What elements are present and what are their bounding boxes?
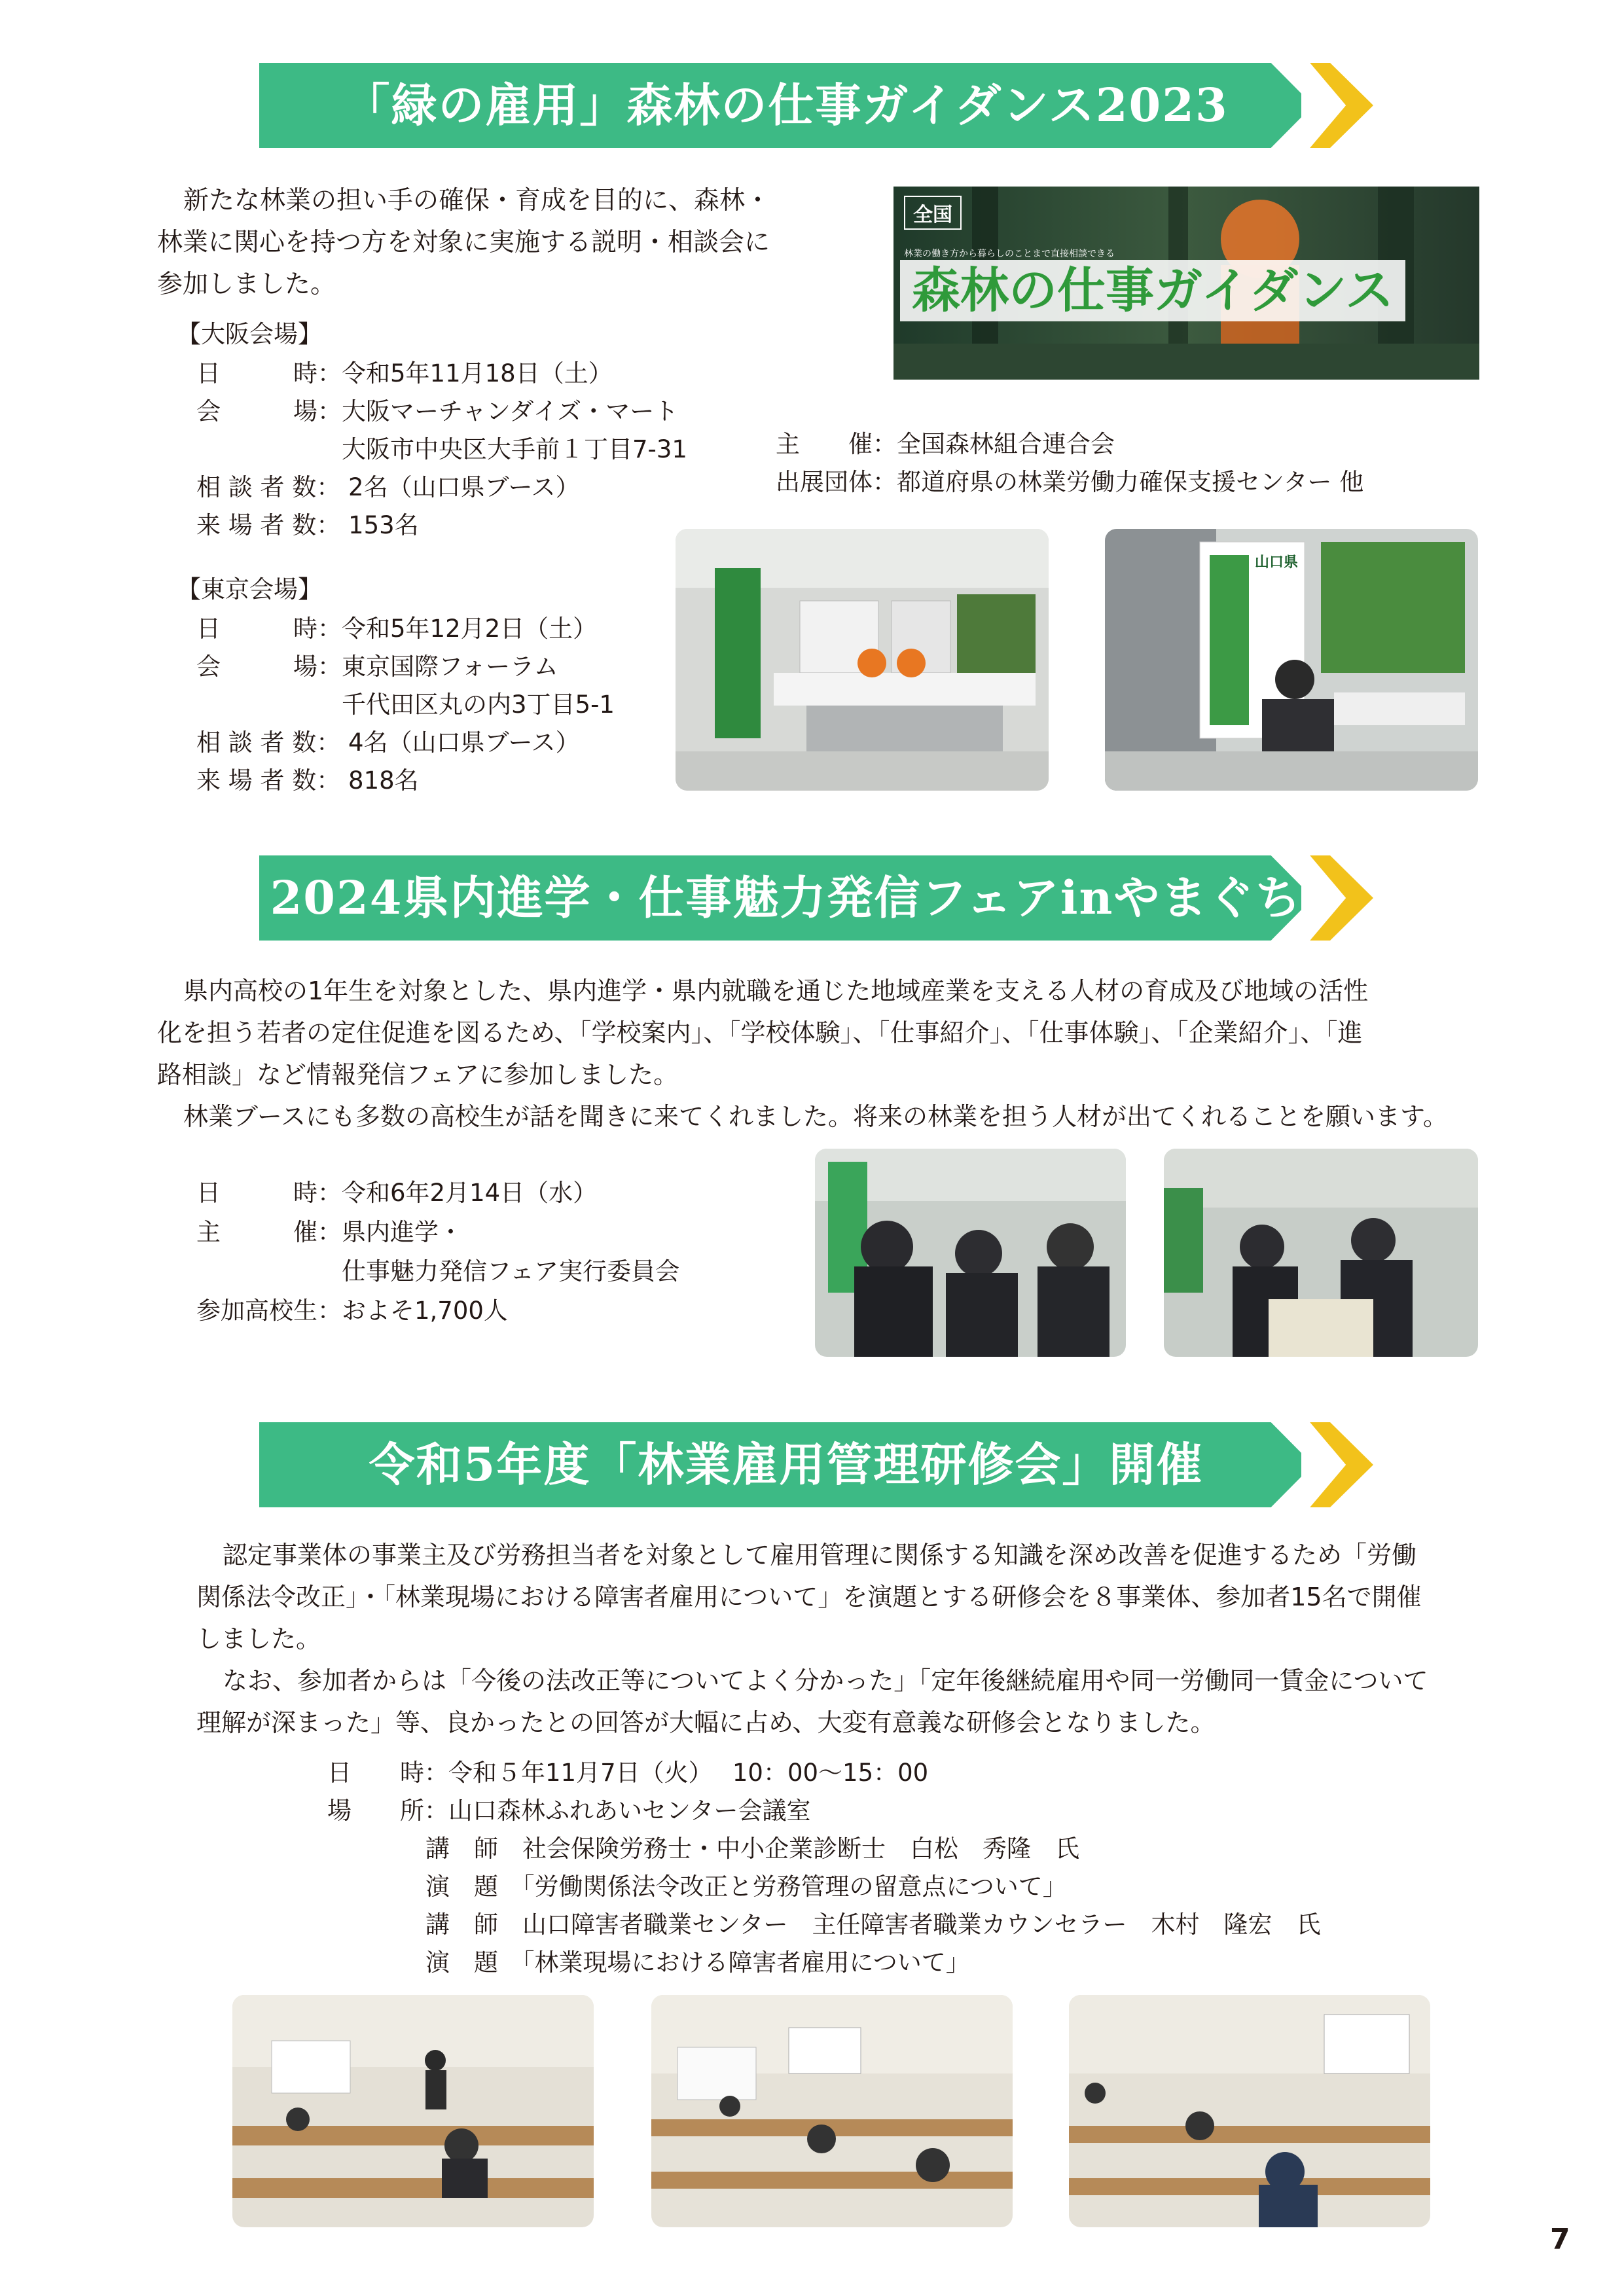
body-line: なお、参加者からは「今後の法改正等についてよく分かった」「定年後継続雇用や同一労働同一賃金について	[223, 1666, 1428, 1695]
exhibitor-line: 出展団体：都道府県の林業労働力確保支援センター 他	[776, 468, 1364, 496]
tokyo-heading: 【東京会場】	[177, 575, 322, 603]
body-line: 関係法令改正」・「林業現場における障害者雇用について」を演題とする研修会を８事業体、参加者15名で開催	[196, 1583, 1422, 1611]
fair-detail: 参加高校生：およそ1,700人	[196, 1297, 508, 1325]
intro-line: 新たな林業の担い手の確保・育成を目的に、森林・	[183, 186, 771, 215]
osaka-line: 来 場 者 数： 153名	[196, 511, 419, 539]
s1-intro	[157, 180, 864, 306]
training-photo-1	[232, 1995, 594, 2227]
fair-detail: 仕事魅力発信フェア実行委員会	[196, 1257, 680, 1285]
banner-big-title: 森林の仕事ガイダンス	[900, 260, 1405, 321]
seminar-scene	[1069, 1995, 1430, 2227]
body-line: 認定事業体の事業主及び労務担当者を対象として雇用管理に関係する知識を深め改善を促進するため「労働	[223, 1541, 1417, 1570]
s2-body	[157, 970, 1492, 1138]
section-banner-guidance	[259, 63, 1372, 148]
osaka-line: 大阪市中央区大手前１丁目7-31	[196, 435, 687, 463]
section-title: 令和5年度「林業雇用管理研修会」開催	[369, 1437, 1204, 1492]
booth-sign: 山口県	[1252, 551, 1301, 571]
fair-photo-2	[1164, 1149, 1478, 1357]
s3-body	[196, 1534, 1492, 1744]
section-banner-training	[259, 1422, 1372, 1507]
section-banner-fair	[259, 855, 1372, 941]
training-detail: 場 所：山口森林ふれあいセンター会議室	[327, 1797, 811, 1825]
guidance-banner-image	[893, 187, 1479, 380]
osaka-line: 日 時：令和5年11月18日（土）	[196, 359, 613, 387]
section-title: 2024県内進学・仕事魅力発信フェアinやまぐち	[270, 870, 1303, 925]
body-line: しました。	[196, 1624, 321, 1653]
lecture-line: 演 題 「林業現場における障害者雇用について」	[425, 1948, 970, 1977]
page-number: 7	[1550, 2223, 1570, 2256]
training-detail: 日 時：令和５年11月7日（火） 10：00～15：00	[327, 1759, 929, 1787]
lecture-line: 演 題 「労働関係法令改正と労務管理の留意点について」	[425, 1873, 1067, 1901]
fair-scene	[1164, 1149, 1478, 1357]
tokyo-line: 千代田区丸の内3丁目5-1	[196, 691, 615, 719]
lecture-line: 講 師 山口障害者職業センター 主任障害者職業カウンセラー 木村 隆宏 氏	[425, 1910, 1321, 1939]
training-photo-3	[1069, 1995, 1430, 2227]
fair-detail: 主 催：県内進学・	[196, 1218, 463, 1246]
section-title: 「緑の雇用」森林の仕事ガイダンス2023	[344, 78, 1229, 132]
intro-line: 林業に関心を持つ方を対象に実施する説明・相談会に	[157, 228, 770, 257]
booth-photo-2	[1105, 529, 1478, 791]
osaka-line: 相 談 者 数： 2名（山口県ブース）	[196, 473, 580, 501]
tokyo-line: 来 場 者 数： 818名	[196, 766, 419, 795]
fair-detail: 日 時：令和6年2月14日（水）	[196, 1179, 598, 1207]
booth-scene	[676, 529, 1049, 791]
body-line: 路相談」など情報発信フェアに参加しました。	[157, 1060, 679, 1089]
lecture-line: 講 師 社会保険労務士・中小企業診断士 白松 秀隆 氏	[425, 1835, 1079, 1863]
fair-photo-1	[815, 1149, 1126, 1357]
tokyo-line: 会 場：東京国際フォーラム	[196, 653, 558, 681]
body-line: 県内高校の1年生を対象とした、県内進学・県内就職を通じた地域産業を支える人材の育成及び地域の活性	[183, 977, 1369, 1005]
booth-photo-1	[676, 529, 1049, 791]
organizer-line: 主 催：全国森林組合連合会	[776, 430, 1115, 458]
osaka-line: 会 場：大阪マーチャンダイズ・マート	[196, 397, 679, 425]
nationwide-tag: 全国	[904, 196, 962, 230]
osaka-heading: 【大阪会場】	[177, 320, 322, 348]
body-line: 理解が深まった」等、良かったとの回答が大幅に占め、大変有意義な研修会となりました。	[196, 1708, 1216, 1737]
intro-line: 参加しました。	[157, 270, 336, 299]
banner-subtext: 林業の働き方から暮らしのことまで直接相談できる	[904, 249, 1115, 259]
tokyo-line: 相 談 者 数： 4名（山口県ブース）	[196, 728, 580, 757]
seminar-scene	[651, 1995, 1013, 2227]
fair-scene	[815, 1149, 1126, 1357]
body-line: 林業ブースにも多数の高校生が話を聞きに来てくれました。将来の林業を担う人材が出てくれることを願います。	[183, 1102, 1448, 1131]
tokyo-line: 日 時：令和5年12月2日（土）	[196, 615, 598, 643]
training-photo-2	[651, 1995, 1013, 2227]
body-line: 化を担う若者の定住促進を図るため、「学校案内」、「学校体験」、「仕事紹介」、「仕事体験」、「企業紹介」、「進	[157, 1018, 1363, 1047]
seminar-scene	[232, 1995, 594, 2227]
